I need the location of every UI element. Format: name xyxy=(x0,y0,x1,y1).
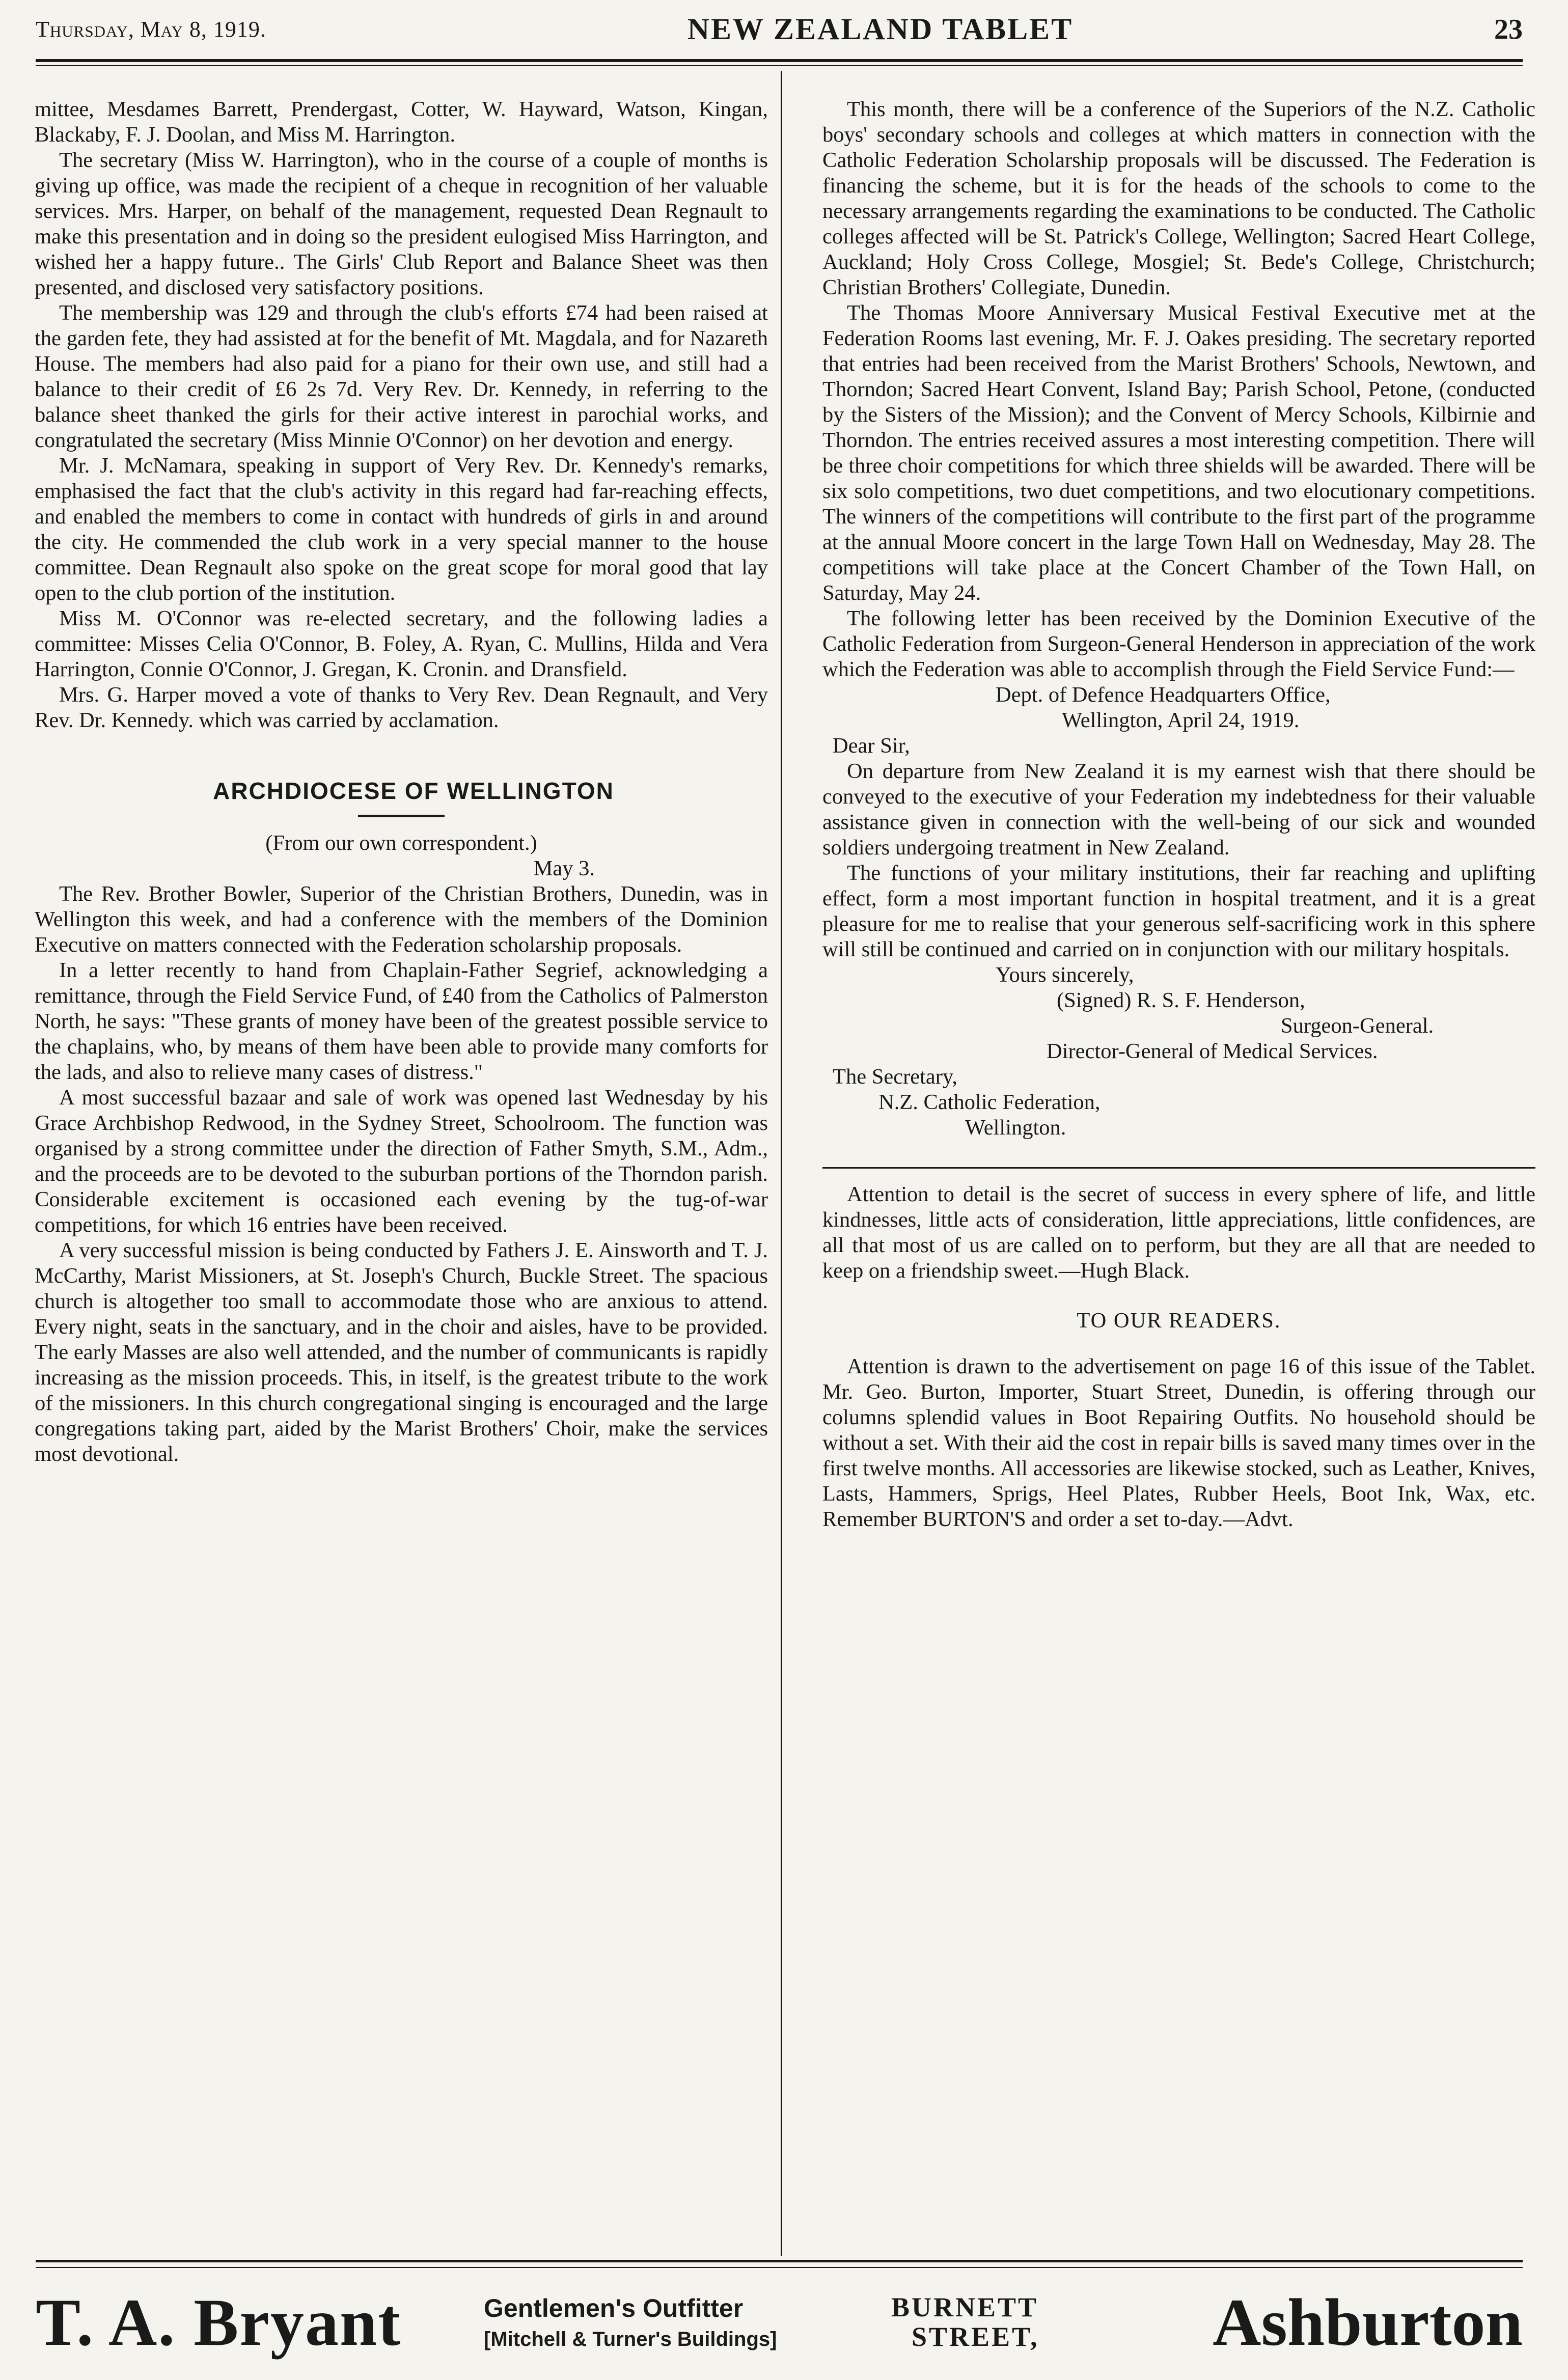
paragraph: Mrs. G. Harper moved a vote of thanks to Very Rev. Dean Regnault, and Very Rev. Dr. Kennedy. which was carried by acclamation. xyxy=(35,683,768,732)
advertiser-trade-block xyxy=(484,2293,891,2351)
paragraph: The following letter has been received by the Dominion Executive of the Catholic Federation from Surgeon-General Henderson in appreciation of the work which the Federation was able to accomplish through the Field Service Fund:— xyxy=(822,606,1535,681)
paragraph: The Rev. Brother Bowler, Superior of the Christian Brothers, Dunedin, was in Wellington this week, and had a conference with the members of the Dominion Executive on matters connected with the Federation scholarship proposals. xyxy=(35,882,768,957)
paragraph: mittee, Mesdames Barrett, Prendergast, Cotter, W. Hayward, Watson, Kingan, Blackaby, F. J. Doolan, and Miss M. Harrington. xyxy=(35,97,768,147)
advertiser-street xyxy=(891,2292,1197,2351)
header-rule xyxy=(36,59,1523,62)
paragraph: The Thomas Moore Anniversary Musical Festival Executive met at the Federation Rooms last evening, Mr. F. J. Oakes presiding. The secretary reported that entries had been received from the Marist Brothers' Schools, Newtown, and Thorndon; Sacred Heart Convent, Island Bay; Parish School, Petone, (conducted by the Sisters of the Mission); and the Convent of Mercy Schools, Kilbirnie and Thorndon. The entries received assures a most interesting competition. There will be three choir competitions for which three shields will be awarded. There will be six solo competitions, two duet competitions, and two elocutionary competitions. The winners of the competitions will contribute to the first part of the programme at the annual Moore concert in the large Town Hall on Wednesday, May 28. The competitions will take place at the Concert Chamber of the Town Hall, on Saturday, May 24. xyxy=(822,301,1535,605)
paragraph: In a letter recently to hand from Chaplain-Father Segrief, acknowledging a remittance, through the Field Service Fund, of £40 from the Catholics of Palmerston North, he says: "These grants of money have been of the greatest possible service to the chaplains, who, by means of them have been able to provide many comforts for the lads, and also to relieve many cases of distress." xyxy=(35,958,768,1084)
footer-rule xyxy=(36,2260,1523,2262)
header-rule-thin xyxy=(36,65,1523,66)
letter-rank: Director-General of Medical Services. xyxy=(1047,1039,1378,1063)
advertiser-town: Ashburton xyxy=(1213,2284,1523,2360)
heading-rule xyxy=(358,815,445,817)
paragraph: Attention is drawn to the advertisement on page 16 of this issue of the Tablet. Mr. Geo. Burton, Importer, Stuart Street, Dunedin, is offering through our columns splendid values in Boot Repairing Outfits. No household should be without a set. With their aid the cost in repair bills is saved many times over in the first twelve months. All accessories are likewise stocked, such as Leather, Knives, Lasts, Hammers, Sprigs, Heel Plates, Rubber Heels, Boot Ink, Wax, etc. Remember BURTON'S and order a set to-day.—Advt. xyxy=(822,1354,1535,1531)
advertiser-building: [Mitchell & Turner's Buildings] xyxy=(484,2328,777,2350)
byline: (From our own correspondent.) xyxy=(265,831,537,855)
left-column xyxy=(35,97,768,1467)
letter-date: Wellington, April 24, 1919. xyxy=(1062,708,1300,732)
section-heading: TO OUR READERS. xyxy=(1077,1309,1281,1333)
letter-rank: Surgeon-General. xyxy=(1281,1014,1434,1038)
footer-rule-thin xyxy=(36,2267,1523,2268)
paragraph: Miss M. O'Connor was re-elected secretary, and the following ladies a committee: Misses Celia O'Connor, B. Foley, A. Ryan, C. Mullins, Hilda and Vera Harrington, Connie O'Connor, J. Gregan, K. Cronin. and Dransfield. xyxy=(35,606,768,681)
paragraph: Mr. J. McNamara, speaking in support of Very Rev. Dr. Kennedy's remarks, emphasised the fact that the club's activity in this regard had far-reaching effects, and enabled the members to come in contact with hundreds of girls in and around the city. He commended the club work in a very special manner to the house committee. Dean Regnault also spoke on the great scope for moral good that lay open to the club portion of the institution. xyxy=(35,454,768,605)
paragraph: The membership was 129 and through the club's efforts £74 had been raised at the garden fete, they had assisted at for the benefit of Mt. Magdala, and for Nazareth House. The members had also paid for a piano for their own use, and still had a balance to their credit of £6 2s 7d. Very Rev. Dr. Kennedy, in referring to the balance sheet thanked the girls for their active interest in parochial works, and congratulated the secretary (Miss Minnie O'Connor) on her devotion and energy. xyxy=(35,301,768,452)
advertiser-trade: Gentlemen's Outfitter xyxy=(484,2293,744,2322)
letter-signature: (Signed) R. S. F. Henderson, xyxy=(1057,988,1305,1012)
letter-salutation: Dear Sir, xyxy=(833,734,910,758)
paragraph: This month, there will be a conference of the Superiors of the N.Z. Catholic boys' secondary schools and colleges at which matters in connection with the Catholic Federation Scholarship proposals will be discussed. The Federation is financing the scheme, but it is for the heads of the schools to come to the necessary arrangements regarding the examinations to be conducted. The Catholic colleges affected will be St. Patrick's College, Wellington; Sacred Heart College, Auckland; Holy Cross College, Mosgiel; St. Bede's College, Christchurch; Christian Brothers' Collegiate, Dunedin. xyxy=(822,97,1535,299)
issue-date: Thursday, May 8, 1919. xyxy=(36,17,266,42)
column-divider xyxy=(781,71,782,2256)
paragraph: The secretary (Miss W. Harrington), who in the course of a couple of months is giving up office, was made the recipient of a cheque in recognition of her valuable services. Mrs. Harper, on behalf of the management, requested Dean Regnault to make this presentation and in doing so the president eulogised Miss Harrington, and wished her a happy future.. The Girls' Club Report and Balance Sheet was then presented, and disclosed very satisfactory positions. xyxy=(35,148,768,299)
quote-paragraph: Attention to detail is the secret of success in every sphere of life, and little kindnesses, little acts of consideration, little appreciations, little confidences, are all that most of us are called on to perform, but they are all that are needed to keep on a friendship sweet.—Hugh Black. xyxy=(822,1182,1535,1283)
section-heading: ARCHDIOCESE OF WELLINGTON xyxy=(213,778,614,804)
letter-paragraph: The functions of your military institutions, their far reaching and uplifting effect, form a most important function in hospital treatment, and it is a great pleasure for me to realise that your generous self-sacrificing work in this sphere will still be continued and carried on in conjunction with our military hospitals. xyxy=(822,861,1535,961)
letter-recipient: N.Z. Catholic Federation, xyxy=(878,1090,1101,1114)
street-name: BURNETT xyxy=(891,2292,1039,2322)
masthead-title: NEW ZEALAND TABLET xyxy=(687,12,1074,46)
letter-paragraph: On departure from New Zealand it is my earnest wish that there should be conveyed to the executive of your Federation my indebtedness for their valuable assistance given in connection with the well-being of our sick and wounded soldiers undergoing treatment in New Zealand. xyxy=(822,759,1535,860)
letter-address: Dept. of Defence Headquarters Office, xyxy=(996,683,1331,707)
right-column xyxy=(822,97,1535,1532)
letter-recipient: The Secretary, xyxy=(833,1065,958,1089)
footer-advertisement xyxy=(36,2276,1523,2368)
advertiser-name: T. A. Bryant xyxy=(36,2284,402,2360)
dateline: May 3. xyxy=(533,856,595,880)
letter-recipient: Wellington. xyxy=(965,1116,1066,1140)
paragraph: A very successful mission is being conducted by Fathers J. E. Ainsworth and T. J. McCarthy, Marist Missioners, at St. Joseph's Church, Buckle Street. The spacious church is altogether too small to accommodate those who are anxious to attend. Every night, seats in the sanctuary, and in the choir and aisles, have to be provided. The early Masses are also well attended, and the number of communicants is rapidly increasing as the mission proceeds. This, in itself, is the greatest tribute to the work of the missioners. In this church congregational singing is encouraged and the large congregations taking part, aided by the Marist Brothers' Choir, make the services most devotional. xyxy=(35,1238,768,1466)
street-suffix: STREET, xyxy=(912,2321,1039,2352)
paragraph: A most successful bazaar and sale of work was opened last Wednesday by his Grace Archbishop Redwood, in the Sydney Street, Schoolroom. The function was organised by a strong committee under the direction of Father Smyth, S.M., Adm., and the proceeds are to be devoted to the suburban portions of the Thorndon parish. Considerable excitement is occasioned each evening by the tug-of-war competitions, for which 16 entries have been received. xyxy=(35,1086,768,1237)
page-number: 23 xyxy=(1494,13,1523,45)
page-header xyxy=(36,5,1523,53)
letter-closing: Yours sincerely, xyxy=(996,963,1134,987)
